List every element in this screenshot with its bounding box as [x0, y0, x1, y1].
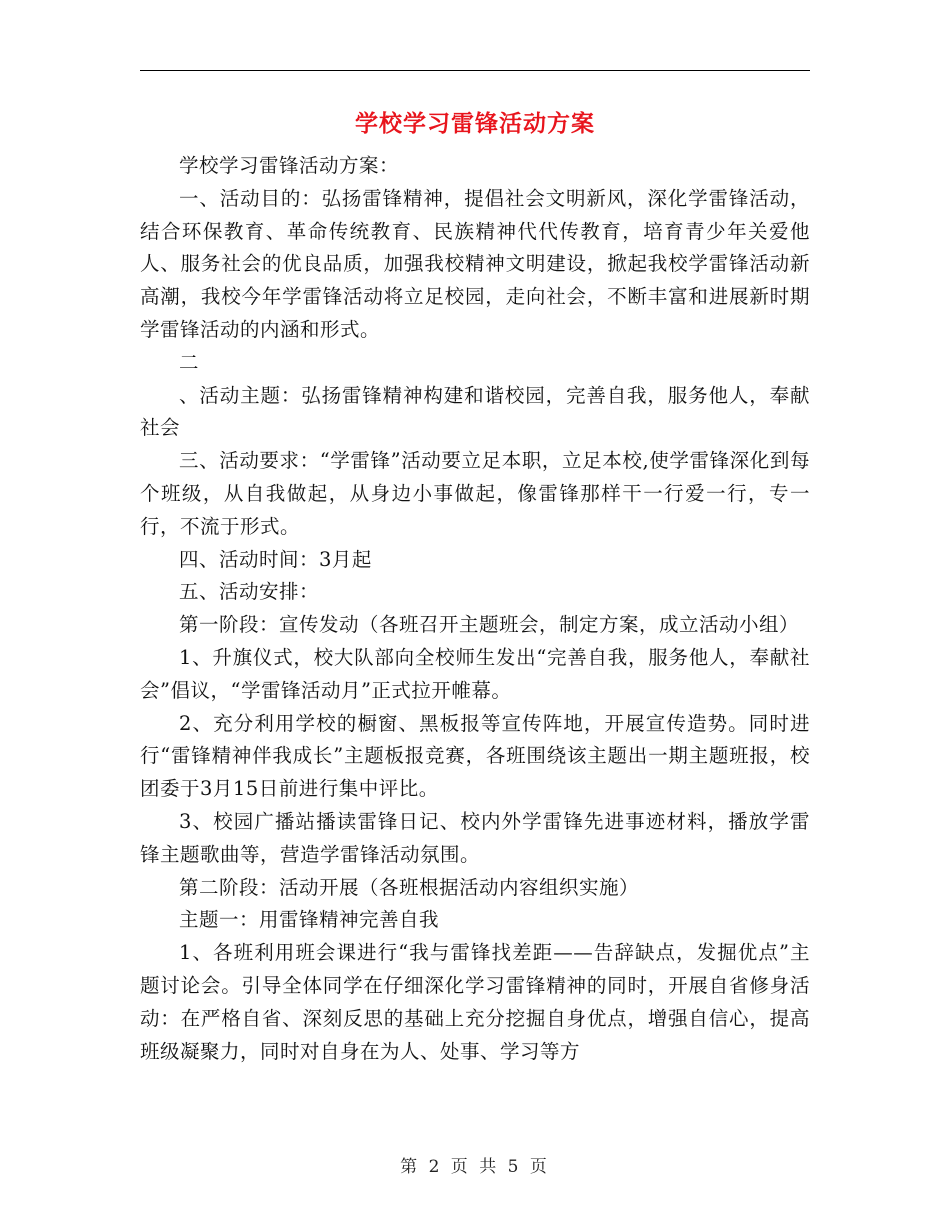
header-rule: [140, 70, 810, 71]
paragraph-section-two-number: 二: [179, 350, 200, 374]
paragraph-theme: 、活动主题：弘扬雷锋精神构建和谐校园，完善自我，服务他人，奉献社会: [140, 383, 810, 440]
paragraph-stage-one: 第一阶段：宣传发动（各班召开主题班会，制定方案，成立活动小组）: [179, 613, 800, 637]
document-body: [140, 150, 810, 1068]
paragraph-stage-one-item-2: 2、充分利用学校的橱窗、黑板报等宣传阵地，开展宣传造势。同时进行“雷锋精神伴我成长”主题板报竞赛，各班围绕该主题出一期主题班报，校团委于3月15日前进行集中评比。: [140, 711, 810, 801]
paragraph-topic-one-item-1: 1、各班利用班会课进行“我与雷锋找差距——告辞缺点，发掘优点”主题讨论会。引导全体同学在仔细深化学习雷锋精神的同时，开展自省修身活动：在严格自省、深刻反思的基础上充分挖掘自身优点，增强自信心，提高班级凝聚力，同时对自身在为人、处事、学习等方: [140, 941, 810, 1063]
paragraph-stage-one-item-3: 3、校园广播站播读雷锋日记、校内外学雷锋先进事迹材料，播放学雷锋主题歌曲等，营造学雷锋活动氛围。: [140, 809, 810, 866]
paragraph-requirements: 三、活动要求：“学雷锋”活动要立足本职，立足本校,使学雷锋深化到每个班级，从自我做起，从身边小事做起，像雷锋那样干一行爱一行，专一行，不流于形式。: [140, 449, 810, 538]
paragraph-arrangement: 五、活动安排：: [179, 580, 320, 604]
paragraph-stage-one-item-1: 1、升旗仪式，校大队部向全校师生发出“完善自我，服务他人，奉献社会”倡议，“学雷锋活动月”正式拉开帷幕。: [140, 645, 810, 702]
paragraph-intro: 学校学习雷锋活动方案：: [179, 154, 400, 177]
paragraph-stage-two: 第二阶段：活动开展（各班根据活动内容组织实施）: [179, 875, 640, 899]
paragraph-topic-one: 主题一：用雷锋精神完善自我: [179, 908, 440, 932]
paragraph-time: 四、活动时间：3月起: [179, 547, 372, 571]
page-number-footer: 第 2 页 共 5 页: [400, 1157, 550, 1177]
paragraph-purpose: 一、活动目的：弘扬雷锋精神，提倡社会文明新风，深化学雷锋活动，结合环保教育、革命传统教育、民族精神代代传教育，培育青少年关爱他人、服务社会的优良品质，加强我校精神文明建设，掀起我校学雷锋活动新高潮，我校今年学雷锋活动将立足校园，走向社会，不断丰富和进展新时期学雷锋活动的内涵和形式。: [140, 186, 810, 341]
document-title: 学校学习雷锋活动方案: [355, 110, 595, 137]
